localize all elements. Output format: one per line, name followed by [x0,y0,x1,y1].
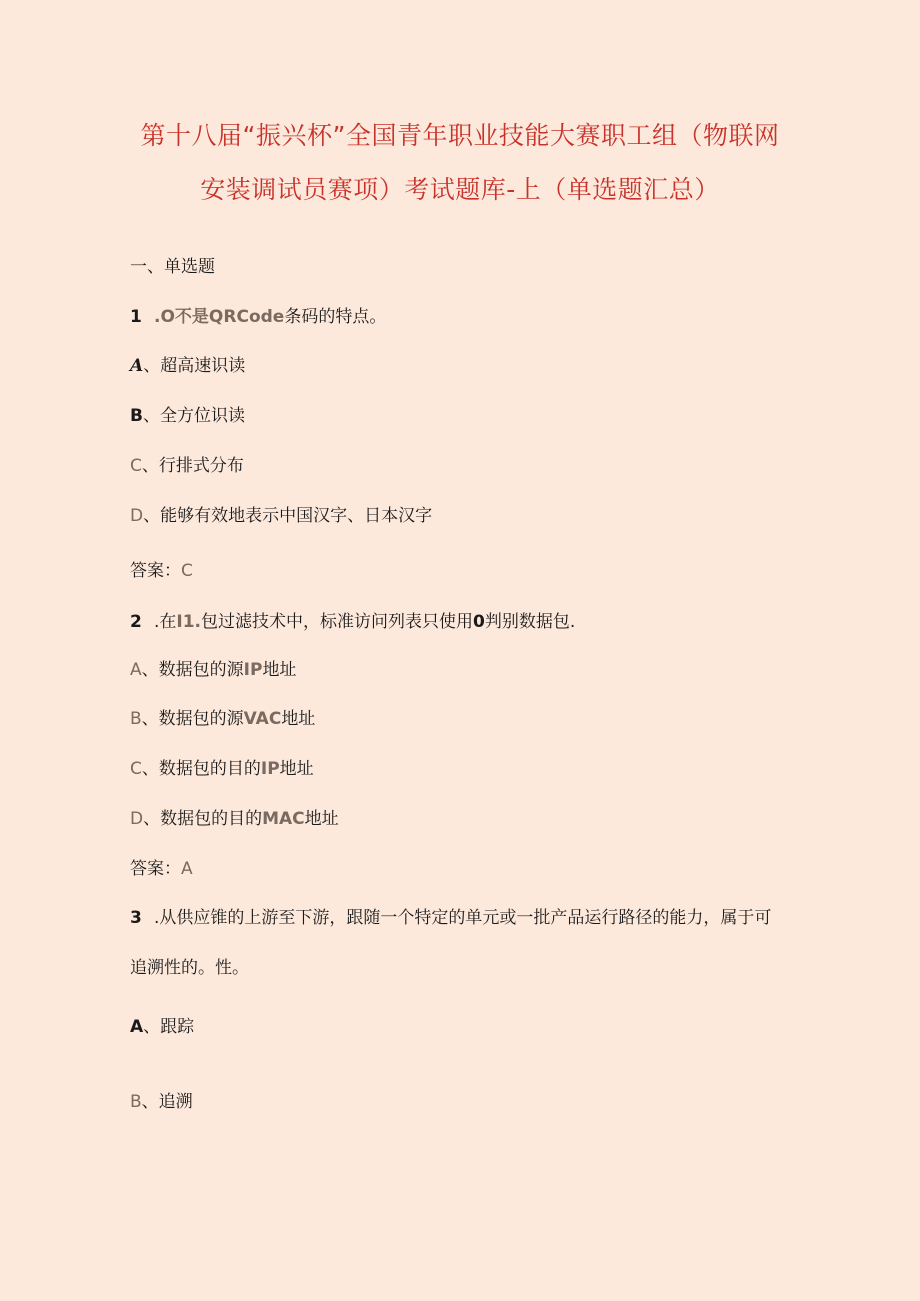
question-number: 3 [130,908,142,928]
answer-value: A [181,859,193,879]
option-text: IP [260,759,280,779]
question-3-option-b [130,1091,193,1113]
option-text: 、跟踪 [143,1017,195,1037]
question-3-option-a [130,1016,194,1038]
question-2-option-d [130,808,339,830]
option-text: 、数据包的目的 [141,759,261,779]
option-text: IP [243,660,263,680]
document-title-line-1: 第十八届“振兴杯”全国青年职业技能大赛职工组（物联网 [140,121,780,150]
option-text: 、超高速识读 [143,356,246,376]
option-letter: A [130,660,142,680]
option-text: 、全方位识读 [142,406,245,426]
option-letter: C [130,456,142,476]
option-letter: C [130,759,142,779]
question-1-option-c [130,455,244,477]
answer-label: 答案： [130,859,181,879]
option-letter: A [130,356,144,376]
option-text: 地址 [262,660,297,680]
option-text: 地址 [304,809,339,829]
stem-part: .在 [154,612,177,632]
question-1-option-d [130,505,432,527]
answer-label: 答案： [130,561,181,581]
question-1-answer [130,560,193,582]
stem-part: 包过滤技术中，标准访问列表只使用 [201,612,474,632]
option-text: 地址 [279,759,314,779]
option-text: 、数据包的源 [141,660,244,680]
question-number: 1 [130,307,142,327]
question-2-option-b [130,708,315,730]
stem-part: 判别数据包. [484,612,576,632]
option-letter: A [130,1017,144,1037]
option-text: 地址 [281,709,316,729]
question-1-stem [130,306,386,328]
question-2-stem [130,611,575,633]
question-3-stem-continued: 追溯性的。性。 [130,958,249,978]
option-letter: D [130,506,144,526]
option-text: 、追溯 [141,1092,193,1112]
stem-part: 条码的特点。 [284,307,387,327]
question-1-option-b [130,405,245,427]
option-text: 、数据包的目的 [143,809,263,829]
option-letter: D [130,809,144,829]
question-3-stem [130,907,771,929]
option-letter: B [130,406,143,426]
option-letter: B [130,709,142,729]
document-title-line-2: 安装调试员赛项）考试题库-上（单选题汇总） [200,175,720,204]
stem-part: .O不是 [154,307,209,327]
question-1-option-a [130,355,245,377]
option-text: 、数据包的源 [141,709,244,729]
stem-part: .从供应锥的上游至下游，跟随一个特定的单元或一批产品运行路径的能力，属于可 [154,908,772,928]
stem-part: I1. [176,612,202,632]
option-text: 、能够有效地表示中国汉字、日本汉字 [143,506,433,526]
option-letter: B [130,1092,142,1112]
option-text: MAC [262,809,305,829]
stem-part: 0 [473,612,485,632]
question-2-option-a [130,659,296,681]
answer-value: C [181,561,193,581]
question-2-answer [130,858,193,880]
option-text: VAC [243,709,282,729]
question-number: 2 [130,612,142,632]
stem-part: QRCode [208,307,285,327]
question-2-option-c [130,758,314,780]
section-heading: 一、单选题 [130,257,215,277]
option-text: 、行排式分布 [141,456,244,476]
